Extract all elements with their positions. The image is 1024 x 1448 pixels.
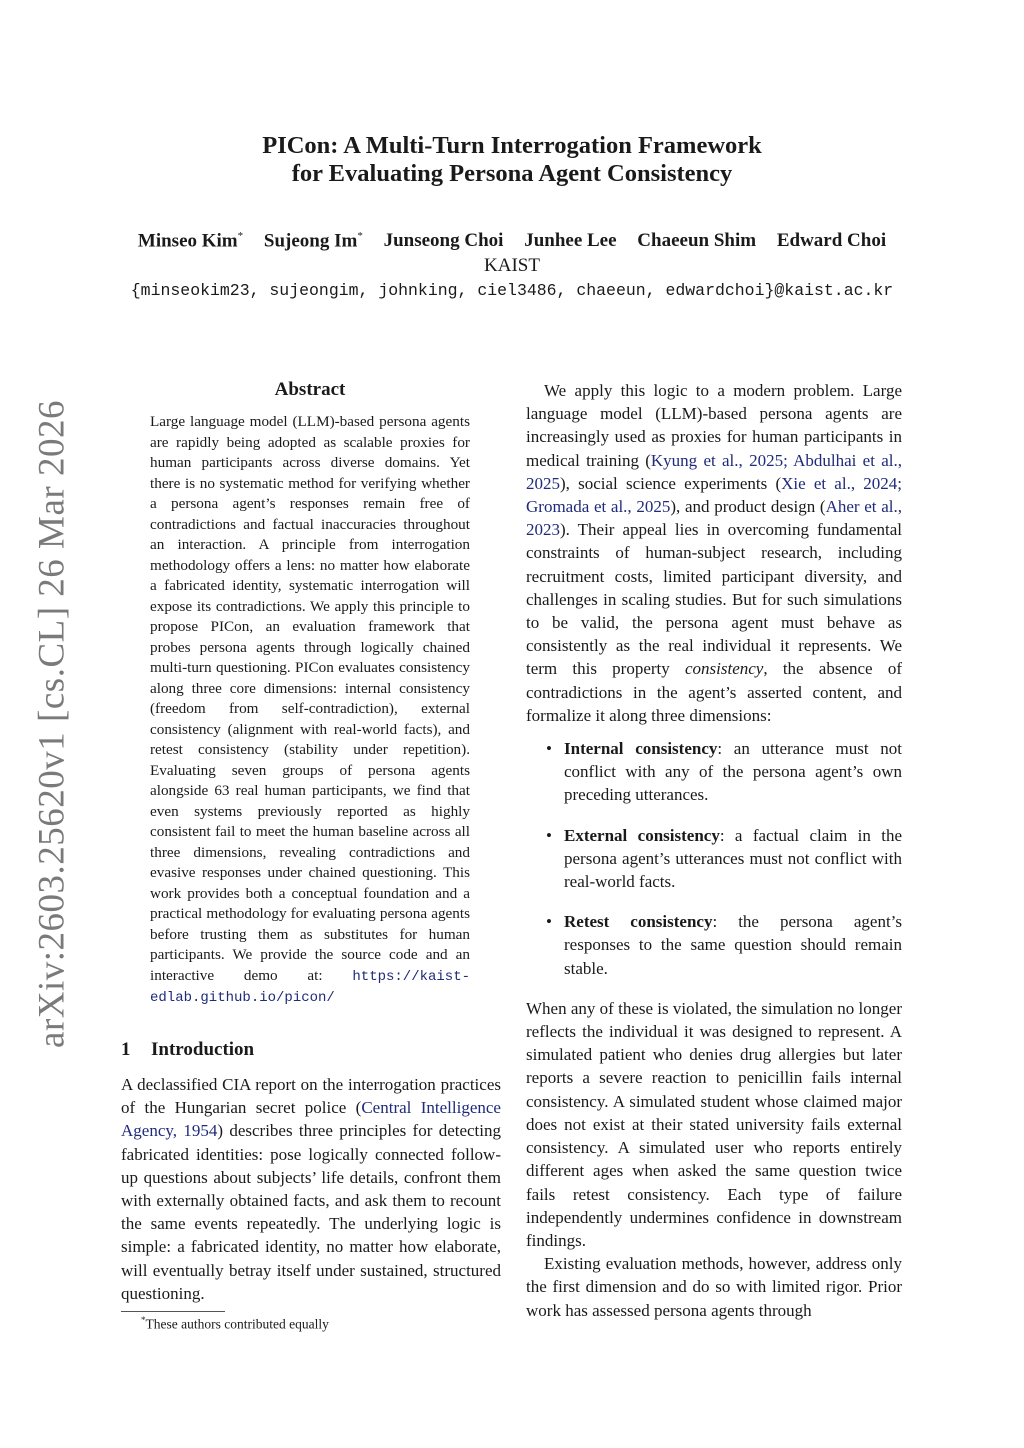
citation-link[interactable]: Aher et al., 2023 [526,497,902,540]
consistency-list [526,737,902,980]
body-paragraph: Existing evaluation methods, however, address only the first dimension and do so with limited rigor. Prior work has assessed persona agents through [526,1254,902,1320]
abstract-heading: Abstract [274,379,346,400]
author: Junhee Lee [524,230,617,252]
author-emails: {minseokim23, sujeongim, johnking, ciel3486, chaeeun, edwardchoi}@kaist.ac.kr [130,281,894,300]
body-paragraph: When any of these is violated, the simulation no longer reflects the individual it was designed to represent. A simulated patient who denies drug allergies but later reports a severe reaction to penicillin fails internal consistency. A simulated student whose claimed major does not exist at their stated university fails external consistency. A simulated user who reports entirely different ages when asked the same question twice fails retest consistency. Each type of failure independently undermines confidence in downstream findings. [526,998,902,1250]
list-item: • Retest consistency: the persona agent’s responses to the same question should remain stable. [546,912,903,978]
body-paragraph: We apply this logic to a modern problem. Large language model (LLM)-based persona agents are increasingly used as proxies for human participants in medical training (Kyung et al., 2025; Abdulhai et al., 2025), social science experiments (Xie et al., 2024; Gromada et al., 2025), and product design (Aher et al., 2023). Their appeal lies in overcoming fundamental constraints of human-subject research, including recruitment costs, limited participant diversity, and challenges in scaling studies. But for such simulations to be valid, the persona agent must behave as consistently as the real individual it represents. We term this property consistency, the absence of contradictions in the agent’s asserted content, and formalize it along three dimensions: [526,381,902,725]
list-item: • External consistency: a factual claim in the persona agent’s utterances must not conflict with real-world facts. [546,825,902,892]
author: Junseong Choi [383,230,504,252]
abstract-text: Large language model (LLM)-based persona agents are rapidly being adopted as scalable proxies for human participants across diverse domains. Yet there is no systematic method for verifying whether a persona agent’s responses remain free of contradictions and factual inaccuracies throughout an interaction. A principle from interrogation methodology offers a lens: no matter how elaborate a fabricated identity, systematic interrogation will expose its contradictions. We apply this principle to propose PICon, an evaluation framework that probes persona agents through logically chained multi-turn questioning. PICon evaluates consistency along three core dimensions: internal consistency (freedom from self-contradiction), external consistency (alignment with real-world facts), and retest consistency (stability under repetition). Evaluating seven groups of persona agents alongside 63 real human participants, we find that even systems previously reported as highly consistent fail to meet the human baseline across all three dimensions, revealing contradictions and evasive responses under chained questioning. This work provides both a conceptual foundation and a practical methodology for evaluating persona agents before trusting them as substitutes for human participants. We provide the source code and an interactive demo at: [150,413,470,984]
project-link[interactable]: https://kaist-edlab.github.io/picon/ [150,968,471,1006]
affiliation: KAIST [484,255,540,276]
section-heading-introduction [121,1039,501,1061]
arxiv-identifier: arXiv:2603.25620v1 [cs.CL] 26 Mar 2026 [31,400,73,1048]
bullet-icon: • [546,825,552,845]
author-list [0,230,1024,252]
title-line-1: PICon: A Multi-Turn Interrogation Framework [262,132,762,159]
citation-link[interactable]: Xie et al., 2024; Gromada et al., 2025 [526,473,902,517]
section-title: Introduction [151,1039,255,1060]
citation-link[interactable]: Central Intelligence Agency, 1954 [121,1098,501,1141]
paper-title [0,132,1024,188]
author: Sujeong Im* [263,230,363,252]
right-column [526,379,902,1322]
footnote: *These authors contributed equally [141,1315,329,1332]
author: Edward Choi [776,230,887,252]
footnote-divider [121,1311,225,1312]
citation-link[interactable]: Kyung et al., 2025; Abdulhai et al., 2025 [526,450,902,493]
intro-paragraph: A declassified CIA report on the interrogation practices of the Hungarian secret police (Central Intelligence Agency, 1954) describes three principles for detecting fabricated identities: pose logically connected follow-up questions about subjects’ life details, confront them with externally obtained facts, and ask them to recount the same events repeatedly. The underlying logic is simple: a fabricated identity, no matter how elaborate, will eventually betray itself under sustained, structured questioning. [121,1075,501,1303]
author: Minseo Kim* [137,230,244,252]
bullet-icon: • [546,739,552,759]
list-item: • Internal consistency: an utterance must not conflict with any of the persona agent’s own preceding utterances. [546,739,902,805]
section-number: 1 [121,1039,131,1060]
bullet-icon: • [546,912,552,932]
abstract-body [150,412,470,1009]
title-line-2: for Evaluating Persona Agent Consistency [291,160,733,187]
author: Chaeeun Shim [637,230,757,252]
